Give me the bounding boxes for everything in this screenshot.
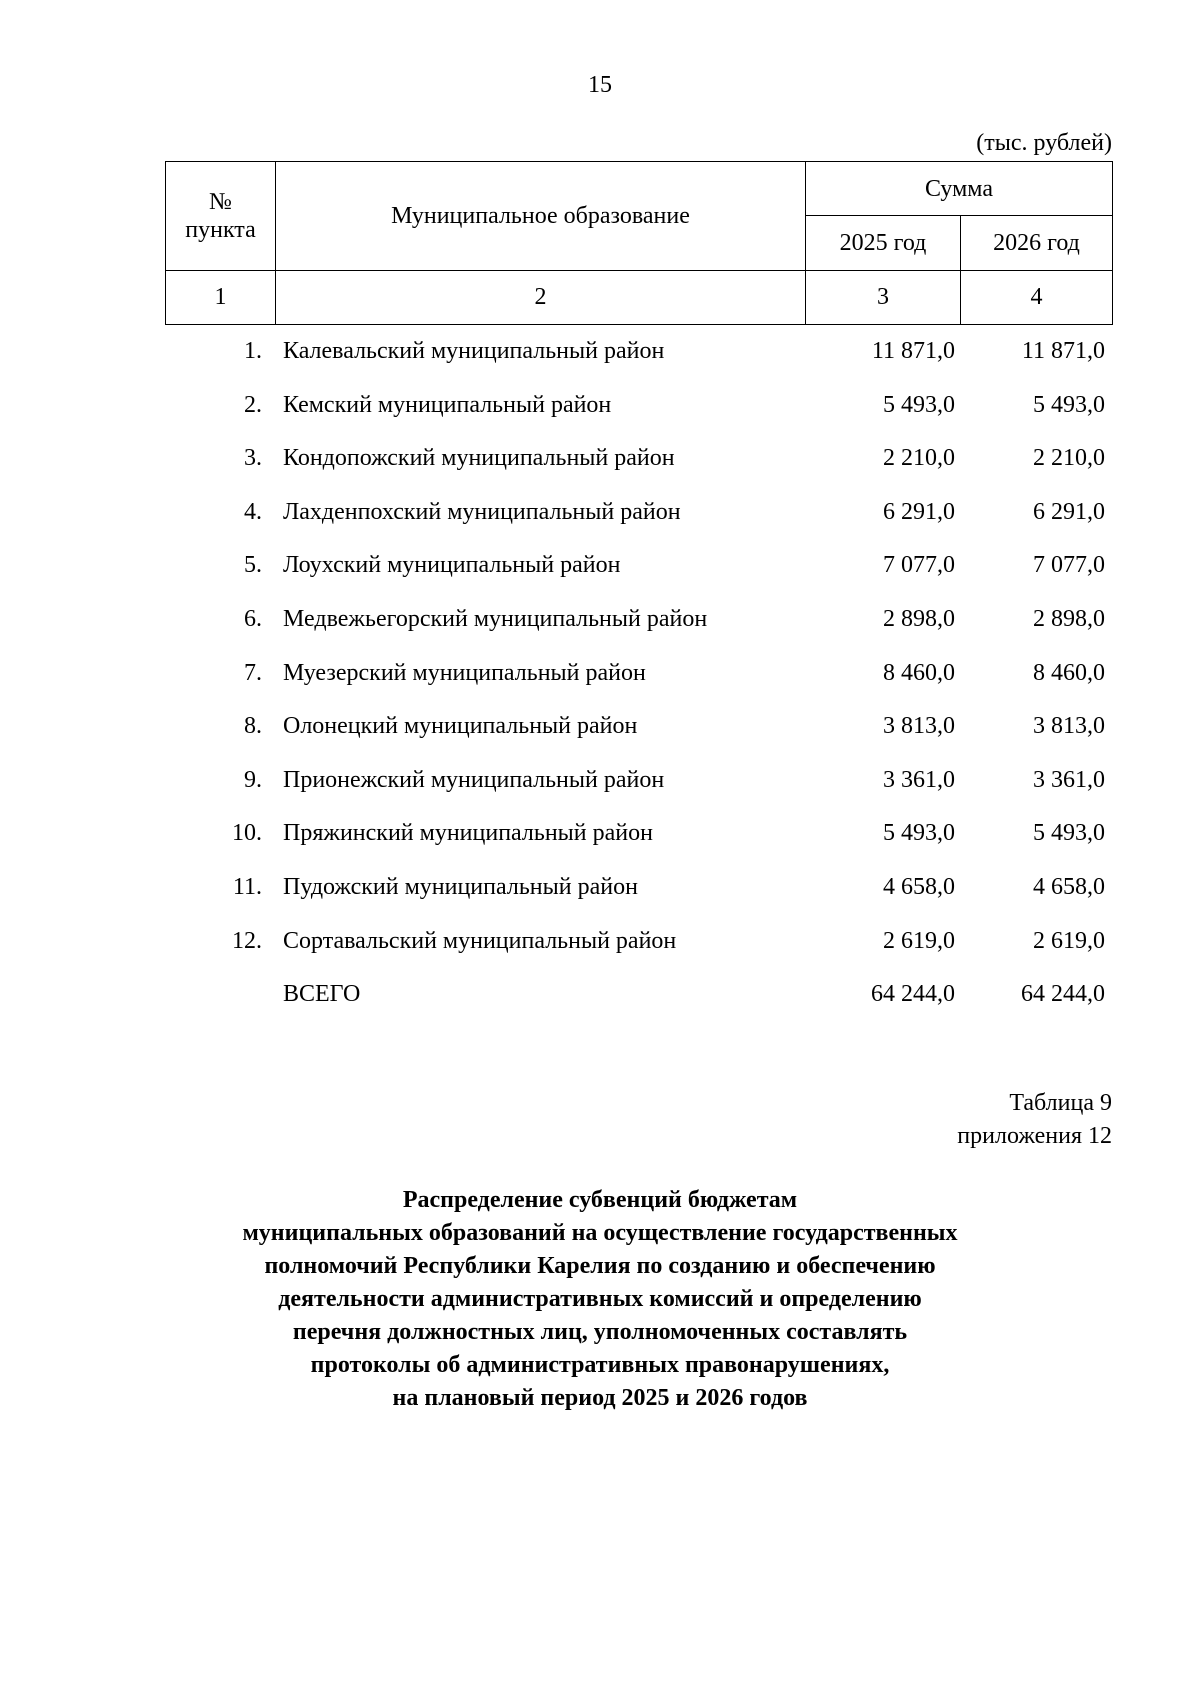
table-body — [165, 325, 1112, 1022]
row-value-2025: 5 493,0 — [883, 820, 955, 847]
table-row — [165, 754, 1112, 808]
row-value-2025: 3 813,0 — [883, 713, 955, 740]
row-municipality: Пряжинский муниципальный район — [283, 820, 653, 847]
section-title — [0, 1184, 1200, 1415]
table-row — [165, 915, 1112, 969]
row-value-2026: 8 460,0 — [1033, 659, 1105, 686]
units-label: (тыс. рублей) — [976, 130, 1112, 156]
table-row — [165, 379, 1112, 433]
row-value-2026: 3 361,0 — [1033, 766, 1105, 793]
table-reference-number: Таблица 9 — [1009, 1090, 1112, 1116]
section-title-line: деятельности административных комиссий и определению — [278, 1286, 922, 1312]
column-number-2: 2 — [276, 270, 806, 324]
row-value-2025: 5 493,0 — [883, 391, 955, 418]
row-value-2026: 2 619,0 — [1033, 927, 1105, 954]
row-number: 4. — [244, 498, 262, 525]
section-title-line: Распределение субвенций бюджетам — [402, 1187, 798, 1213]
header-year-2025: 2025 год — [806, 216, 961, 270]
table-row — [165, 325, 1112, 379]
row-number: 9. — [244, 766, 262, 793]
row-value-2025: 3 361,0 — [883, 766, 955, 793]
total-label: ВСЕГО — [283, 981, 361, 1008]
section-title-line: муниципальных образований на осуществление государственных — [242, 1220, 958, 1246]
table-row — [165, 486, 1112, 540]
row-value-2025: 6 291,0 — [883, 498, 955, 525]
section-title-line: протоколы об административных правонарушениях, — [310, 1352, 890, 1378]
row-municipality: Лахденпохский муниципальный район — [283, 498, 681, 525]
row-value-2025: 2 210,0 — [883, 445, 955, 472]
row-municipality: Калевальский муниципальный район — [283, 338, 665, 364]
row-value-2025: 2 619,0 — [883, 927, 955, 954]
section-title-line: полномочий Республики Карелия по созданию и обеспечению — [264, 1253, 936, 1279]
total-value-2026: 64 244,0 — [1021, 981, 1105, 1008]
row-number: 2. — [244, 391, 262, 418]
row-municipality: Лоухский муниципальный район — [283, 552, 621, 579]
header-item-number-word: пункта — [185, 216, 256, 243]
row-number: 5. — [244, 552, 262, 579]
table-header — [165, 161, 1113, 325]
row-municipality: Прионежский муниципальный район — [283, 766, 665, 793]
row-value-2025: 11 871,0 — [871, 338, 955, 364]
column-number-1: 1 — [166, 270, 276, 324]
header-item-number — [166, 162, 276, 271]
row-value-2026: 6 291,0 — [1033, 498, 1105, 525]
table-row — [165, 593, 1112, 647]
row-value-2025: 8 460,0 — [883, 659, 955, 686]
row-value-2026: 7 077,0 — [1033, 552, 1105, 579]
row-value-2025: 7 077,0 — [883, 552, 955, 579]
row-value-2025: 2 898,0 — [883, 605, 955, 632]
column-number-3: 3 — [806, 270, 961, 324]
row-number: 11. — [232, 873, 262, 900]
row-value-2026: 2 210,0 — [1033, 445, 1105, 472]
row-number: 3. — [244, 445, 262, 472]
row-municipality: Пудожский муниципальный район — [283, 873, 638, 900]
row-number: 6. — [244, 605, 262, 632]
section-title-line: перечня должностных лиц, уполномоченных составлять — [292, 1319, 908, 1345]
section-title-line: на плановый период 2025 и 2026 годов — [392, 1385, 808, 1411]
header-item-number-symbol: № — [209, 188, 232, 215]
row-value-2026: 2 898,0 — [1033, 605, 1105, 632]
table-row — [165, 432, 1112, 486]
row-municipality: Кемский муниципальный район — [283, 391, 612, 418]
table-row — [165, 647, 1112, 701]
table-row — [165, 539, 1112, 593]
table-reference-appendix: приложения 12 — [957, 1123, 1112, 1149]
table-reference — [957, 1087, 1112, 1153]
table-row — [165, 700, 1112, 754]
column-number-4: 4 — [961, 270, 1113, 324]
row-value-2026: 3 813,0 — [1033, 713, 1105, 740]
row-number: 12. — [232, 927, 262, 954]
row-value-2026: 11 871,0 — [1021, 338, 1105, 364]
row-value-2026: 5 493,0 — [1033, 391, 1105, 418]
row-value-2026: 5 493,0 — [1033, 820, 1105, 847]
row-municipality: Сортавальский муниципальный район — [283, 927, 677, 954]
table-row — [165, 861, 1112, 915]
row-value-2026: 4 658,0 — [1033, 873, 1105, 900]
table-row — [165, 807, 1112, 861]
row-number: 8. — [244, 713, 262, 740]
row-municipality: Муезерский муниципальный район — [283, 659, 646, 686]
row-municipality: Олонецкий муниципальный район — [283, 713, 638, 740]
row-number: 7. — [244, 659, 262, 686]
row-municipality: Кондопожский муниципальный район — [283, 445, 675, 472]
total-row — [165, 968, 1112, 1022]
total-value-2025: 64 244,0 — [871, 981, 955, 1008]
page-number: 15 — [588, 72, 612, 98]
header-year-2026: 2026 год — [961, 216, 1113, 270]
row-municipality: Медвежьегорский муниципальный район — [283, 605, 708, 632]
row-number: 1. — [244, 338, 262, 364]
header-municipality: Муниципальное образование — [276, 162, 806, 271]
row-value-2025: 4 658,0 — [883, 873, 955, 900]
header-sum: Сумма — [806, 162, 1113, 216]
row-number: 10. — [232, 820, 262, 847]
